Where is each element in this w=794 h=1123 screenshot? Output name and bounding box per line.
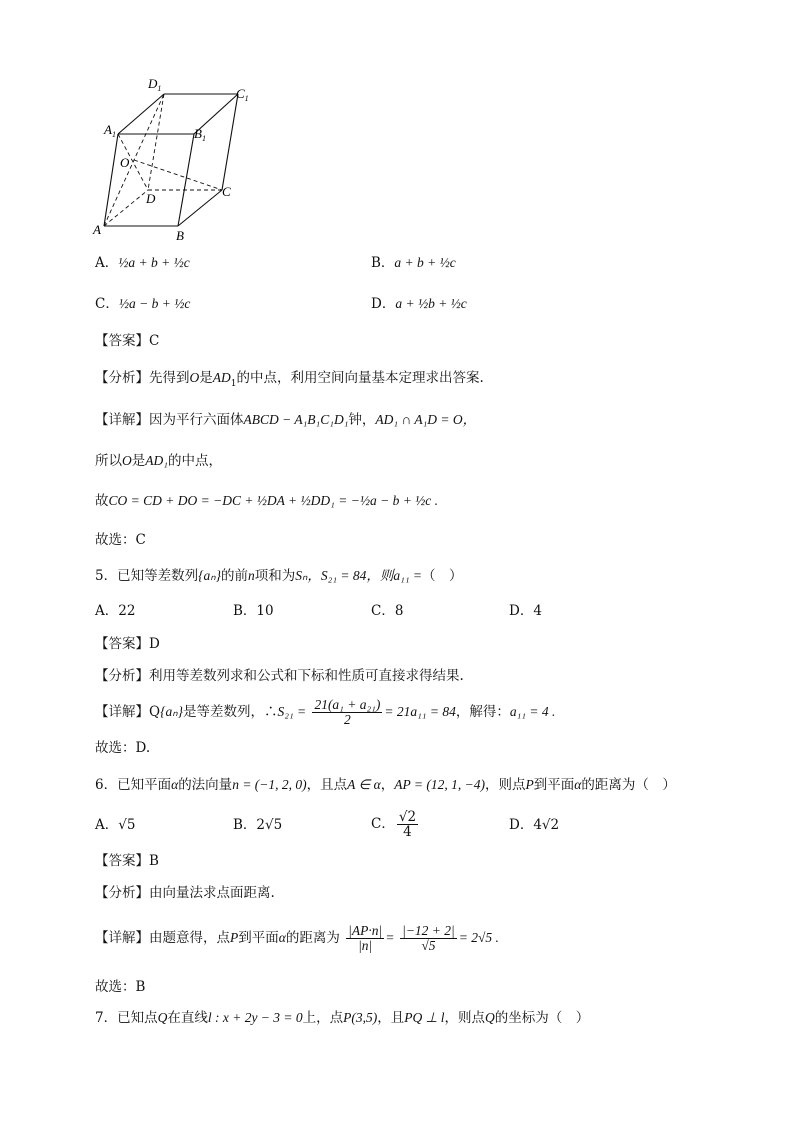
q6-option-d: D．4√2 xyxy=(509,817,560,833)
q5-detail: 【详解】Q{aₙ}是等差数列，∴S₂₁ = $\frac{\text{21(a₁ + a₂₁)}}{2}$ = 21a₁₁ = 84，解得：a₁₁ = 4 . xyxy=(95,697,556,727)
vertex-label-B: B xyxy=(176,228,184,242)
q6-option-a: A．√5 xyxy=(95,817,136,833)
vertex-label-A1: $A_1$ xyxy=(104,122,116,139)
q4-detail-line2: 所以O是AD₁的中点， xyxy=(95,453,222,469)
q6-option-b: B．2√5 xyxy=(233,817,283,833)
q5-choose: 故选：D. xyxy=(95,740,151,756)
q6-option-c: C． $\frac{√2}{4}$ xyxy=(371,809,417,840)
vertex-label-O: O xyxy=(120,155,130,170)
vertex-label-B1: $B_1$ xyxy=(194,126,206,143)
q6-stem: 6．已知平面α的法向量n = (−1, 2, 0)，且点A ∈ α，AP = (12, 1, −4)，则点P到平面α的距离为（ ） xyxy=(95,777,676,793)
q6-detail: 【详解】由题意得，点P到平面α的距离为 $\frac{|AP\cdot n|}{|n|}$ = $\frac{|-12 + 2|}{√5}$ = 2√5 . xyxy=(95,923,499,953)
q4-option-b: B．a + b + ½c xyxy=(371,255,456,271)
q4-detail-line1: 【详解】因为平行六面体ABCD − A₁B₁C₁D₁钟，AD₁ ∩ A₁D = O， xyxy=(95,412,477,428)
q6-choose: 故选：B xyxy=(95,979,146,995)
vertex-label-A: A xyxy=(93,222,101,237)
parallelepiped-figure xyxy=(88,72,268,242)
q5-option-b: B．10 xyxy=(233,603,274,619)
q5-analysis: 【分析】利用等差数列求和公式和下标和性质可直接求得结果. xyxy=(95,668,464,684)
q6-analysis: 【分析】由向量法求点面距离. xyxy=(95,885,275,901)
q5-option-a: A．22 xyxy=(95,603,136,619)
q5-option-c: C．8 xyxy=(371,603,404,619)
vertex-label-C: C xyxy=(222,184,231,199)
q5-stem: 5．已知等差数列{aₙ}的前n项和为Sₙ，S₂₁ = 84，则a₁₁ =（ ） xyxy=(95,568,463,584)
vertex-label-D: D xyxy=(146,191,156,206)
vertex-label-C1: $C_1$ xyxy=(236,86,249,103)
q4-analysis: 【分析】先得到O是$AD_1$的中点，利用空间向量基本定理求出答案. xyxy=(95,370,484,389)
q4-detail-line3: 故CO = CD + DO = −DC + ½DA + ½DD₁ = −½a − b + ½c . xyxy=(95,493,439,509)
q5-answer: 【答案】D xyxy=(95,636,160,652)
q5-option-d: D．4 xyxy=(509,603,542,619)
q4-choose: 故选：C xyxy=(95,532,146,548)
q4-option-c: C．½a − b + ½c xyxy=(95,296,191,312)
vertex-label-D1: $D_1$ xyxy=(148,76,162,93)
q4-answer: 【答案】C xyxy=(95,333,160,349)
q4-option-a: A．½a + b + ½c xyxy=(95,255,190,271)
q4-option-d: D．a + ½b + ½c xyxy=(371,296,467,312)
q7-stem: 7．已知点Q在直线l : x + 2y − 3 = 0上，点P(3,5)，且PQ ⊥ l，则点Q的坐标为（ ） xyxy=(95,1010,590,1026)
q6-answer: 【答案】B xyxy=(95,853,159,869)
